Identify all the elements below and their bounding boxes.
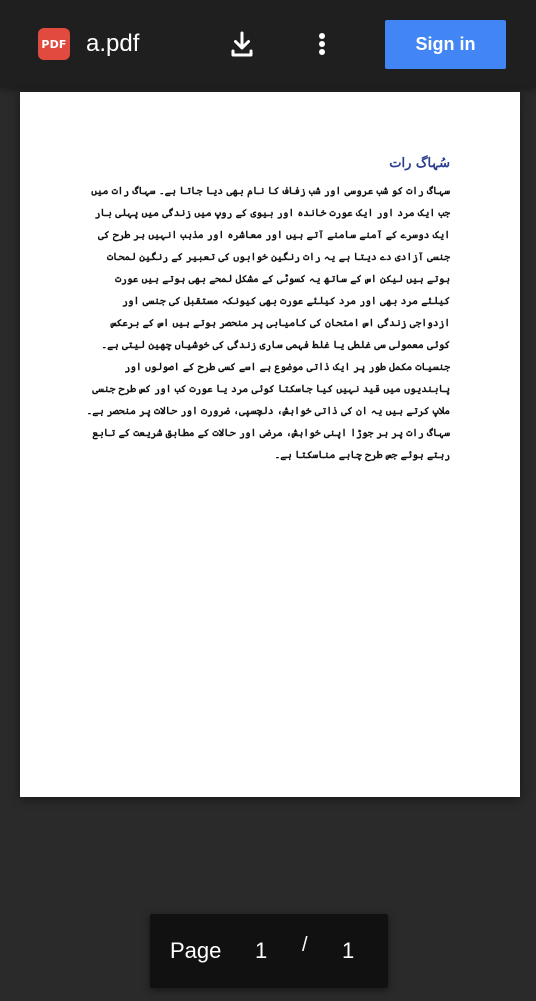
total-page-number: 1 <box>342 938 355 963</box>
page-label: Page <box>170 938 222 963</box>
pdf-badge-text: PDF <box>41 37 67 51</box>
paragraph-2: جنسیات مکمل طور پر ایک ذاتی موضوع ہے اسے کسی طرح کے اصولوں اور پابندیوں میں قید نہیں کیا جاسکتا کوئی مرد یا عورت کب اور کس طرح جنسی ملاپ کرتے ہیں یہ ان کی ذاتی خواہش، دلچسپی، ضرورت اور حالات پر منحصر ہے۔ سہاگ رات پر ہر جوڑا اپنی خواہش، مرضی اور حالات کے مطابق شریعت کے تابع رہتے ہوئے جس طرح چاہے مناسکتا ہے۔ <box>86 362 450 461</box>
current-page-number: 1 <box>255 938 268 963</box>
more-options-button[interactable] <box>300 22 344 66</box>
page-content <box>86 156 450 467</box>
pdf-page <box>20 92 520 797</box>
sign-in-button[interactable]: Sign in <box>385 20 506 69</box>
pdf-file-icon <box>38 28 70 60</box>
download-button[interactable] <box>220 22 264 66</box>
page-separator: / <box>302 934 308 956</box>
document-title: سُہاگ رات <box>389 156 450 171</box>
paragraph-1: سہاگ رات کو شب عروسی اور شب زفاف کا نام بھی دیا جاتا ہے۔ سہاگ رات میں جب ایک مرد اور ایک عورت خاندہ اور بیوی کے روپ میں زندگی میں پہلی بار ایک دوسرے کے آمنے سامنے آتے ہیں اور معاشرہ اور مذہب انہیں ہر طرح کی جنسی آزادی دے دیتا ہے یہ رات رنگین خوابوں کی تعبیر کے رنگین لمحات ہوتے ہیں لیکن اس کے ساتھ یہ کسوٹی کے مشکل لمحے بھی ہوتے ہیں عورت کیلئے مرد بھی اور مرد کیلئے عورت بھی کیونکہ مستقبل کی جنسی اور ازدواجی زندگی اس امتحان کی کامیابی پر منحصر ہوتے ہیں اس کے برعکس کوئی معمولی سی غلطی یا غلط فہمی ساری زندگی کی خوشیاں چھین لیتی ہے۔ <box>91 186 450 351</box>
more-vert-icon <box>307 29 337 59</box>
page-indicator <box>150 914 388 988</box>
top-toolbar <box>0 0 536 88</box>
file-name: a.pdf <box>86 30 140 57</box>
download-icon <box>227 29 257 59</box>
